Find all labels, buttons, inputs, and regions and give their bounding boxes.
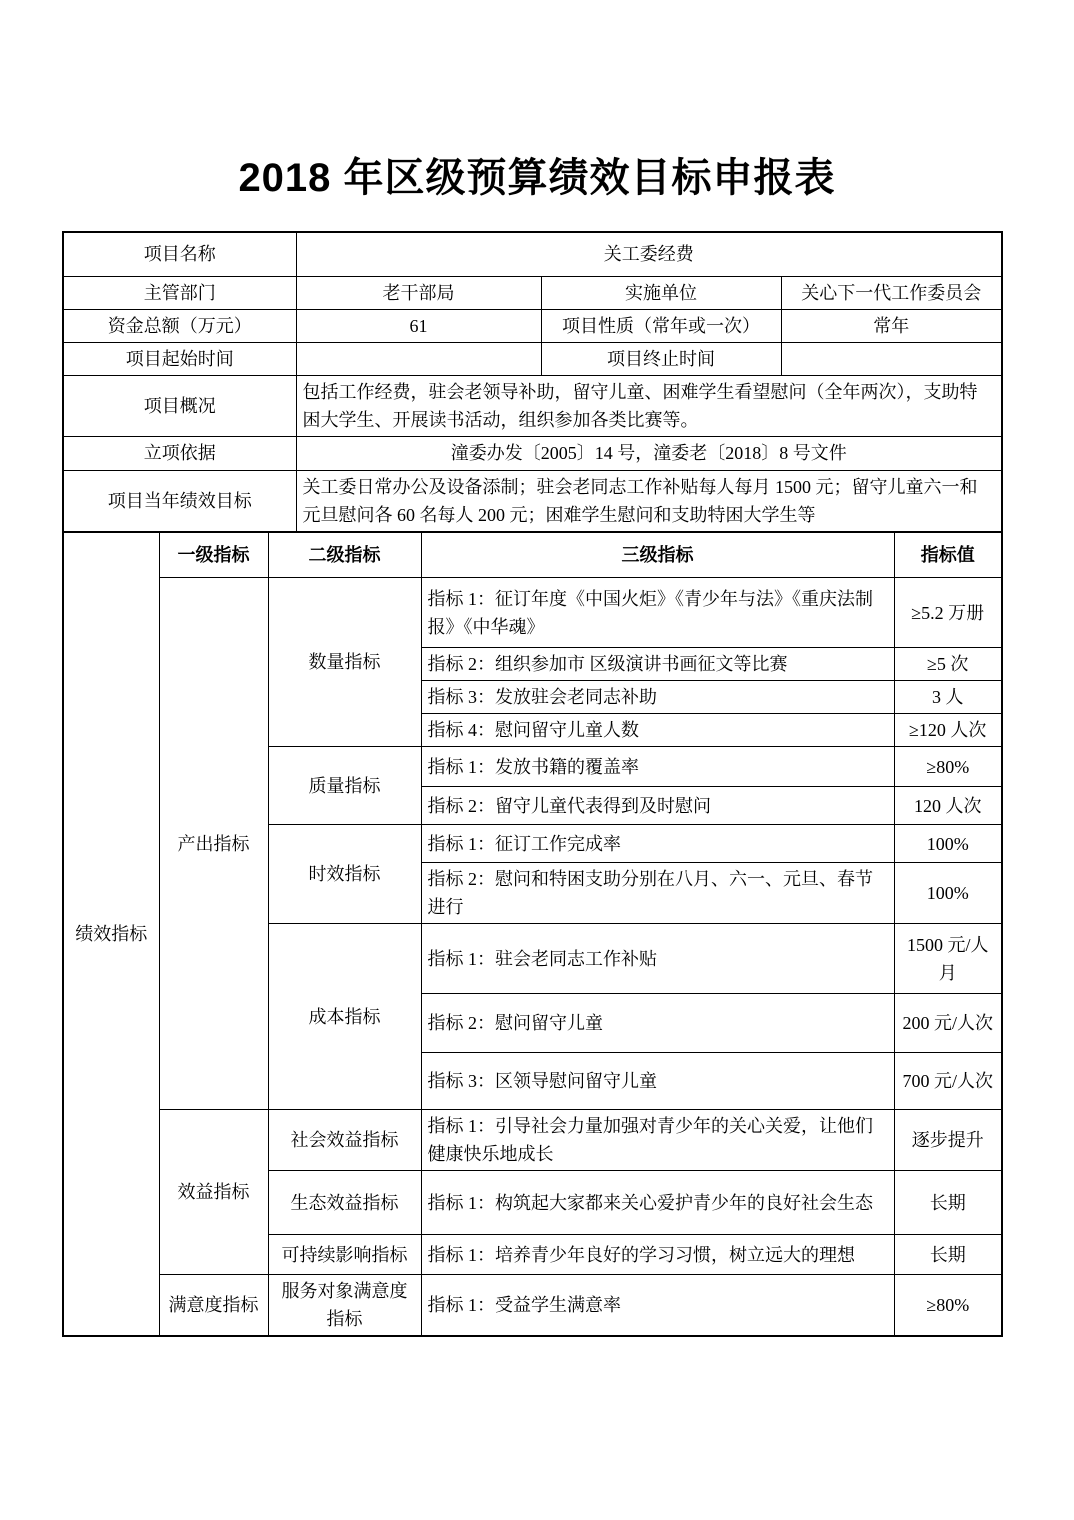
indicator-value: 700 元/人次 <box>894 1053 1002 1110</box>
table-row <box>63 342 1002 375</box>
indicator-value: 长期 <box>894 1171 1002 1235</box>
basis-label: 立项依据 <box>63 436 296 470</box>
indicator-text: 指标 2：慰问和特困支助分别在八月、六一、元旦、春节进行 <box>421 863 894 924</box>
header-level3: 三级指标 <box>421 532 894 578</box>
indicator-text: 指标 2：组织参加市 区级演讲书画征文等比赛 <box>421 648 894 681</box>
table-row <box>63 1275 1002 1337</box>
indicator-value: 100% <box>894 863 1002 924</box>
indicator-text: 指标 3：区领导慰问留守儿童 <box>421 1053 894 1110</box>
indicator-text: 指标 1：征订工作完成率 <box>421 825 894 863</box>
level1-output: 产出指标 <box>159 578 268 1110</box>
header-level2: 二级指标 <box>268 532 421 578</box>
total-fund-value: 61 <box>296 309 541 342</box>
indicators-table <box>62 531 1003 1338</box>
indicator-text: 指标 1：构筑起大家都来关心爱护青少年的良好社会生态 <box>421 1171 894 1235</box>
indicator-text: 指标 1：受益学生满意率 <box>421 1275 894 1337</box>
header-value: 指标值 <box>894 532 1002 578</box>
end-time-value <box>781 342 1002 375</box>
basis-value: 潼委办发〔2005〕14 号，潼委老〔2018〕8 号文件 <box>296 436 1002 470</box>
nature-label: 项目性质（常年或一次） <box>541 309 781 342</box>
indicator-value: ≥5 次 <box>894 648 1002 681</box>
table-row <box>63 532 1002 578</box>
end-time-label: 项目终止时间 <box>541 342 781 375</box>
table-row <box>63 578 1002 648</box>
tables-container <box>62 231 1001 1337</box>
indicator-text: 指标 1：发放书籍的覆盖率 <box>421 747 894 787</box>
indicator-text: 指标 2：留守儿童代表得到及时慰问 <box>421 787 894 825</box>
level1-satisfaction: 满意度指标 <box>159 1275 268 1337</box>
dept-label: 主管部门 <box>63 276 296 309</box>
total-fund-label: 资金总额（万元） <box>63 309 296 342</box>
table-row <box>63 276 1002 309</box>
header-level1: 一级指标 <box>159 532 268 578</box>
table-row <box>63 436 1002 470</box>
level2-cost: 成本指标 <box>268 924 421 1110</box>
table-row <box>63 1110 1002 1171</box>
nature-value: 常年 <box>781 309 1002 342</box>
table-row <box>63 470 1002 532</box>
indicator-value: 200 元/人次 <box>894 994 1002 1053</box>
annual-goal-value: 关工委日常办公及设备添制；驻会老同志工作补贴每人每月 1500 元；留守儿童六一和元旦慰问各 60 名每人 200 元；困难学生慰问和支助特困大学生等 <box>296 470 1002 532</box>
indicator-value: 120 人次 <box>894 787 1002 825</box>
overview-label: 项目概况 <box>63 375 296 436</box>
indicator-text: 指标 3：发放驻会老同志补助 <box>421 681 894 714</box>
indicator-value: 逐步提升 <box>894 1110 1002 1171</box>
level2-sustainable: 可持续影响指标 <box>268 1235 421 1275</box>
indicator-value: ≥5.2 万册 <box>894 578 1002 648</box>
level2-service-satisfaction: 服务对象满意度指标 <box>268 1275 421 1337</box>
dept-value: 老干部局 <box>296 276 541 309</box>
level2-quantity: 数量指标 <box>268 578 421 747</box>
indicator-text: 指标 2：慰问留守儿童 <box>421 994 894 1053</box>
annual-goal-label: 项目当年绩效目标 <box>63 470 296 532</box>
overview-value: 包括工作经费，驻会老领导补助，留守儿童、困难学生看望慰问（全年两次），支助特困大学生、开展读书活动，组织参加各类比赛等。 <box>296 375 1002 436</box>
table-row <box>63 232 1002 276</box>
impl-unit-label: 实施单位 <box>541 276 781 309</box>
table-row <box>63 375 1002 436</box>
indicator-text: 指标 1：引导社会力量加强对青少年的关心关爱，让他们健康快乐地成长 <box>421 1110 894 1171</box>
level2-ecological: 生态效益指标 <box>268 1171 421 1235</box>
indicator-value: 1500 元/人月 <box>894 924 1002 994</box>
indicator-value: 3 人 <box>894 681 1002 714</box>
start-time-value <box>296 342 541 375</box>
indicator-value: 长期 <box>894 1235 1002 1275</box>
indicator-value: ≥80% <box>894 747 1002 787</box>
level1-benefit: 效益指标 <box>159 1110 268 1275</box>
indicators-side-label: 绩效指标 <box>63 532 159 1337</box>
project-name-value: 关工委经费 <box>296 232 1002 276</box>
table-row <box>63 309 1002 342</box>
indicator-value: ≥120 人次 <box>894 714 1002 747</box>
impl-unit-value: 关心下一代工作委员会 <box>781 276 1002 309</box>
level2-timeliness: 时效指标 <box>268 825 421 924</box>
indicator-text: 指标 1：培养青少年良好的学习习惯，树立远大的理想 <box>421 1235 894 1275</box>
project-name-label: 项目名称 <box>63 232 296 276</box>
level2-social: 社会效益指标 <box>268 1110 421 1171</box>
indicator-value: 100% <box>894 825 1002 863</box>
project-info-table <box>62 231 1003 533</box>
indicator-value: ≥80% <box>894 1275 1002 1337</box>
page-title: 2018 年区级预算绩效目标申报表 <box>238 156 836 200</box>
indicator-text: 指标 4：慰问留守儿童人数 <box>421 714 894 747</box>
indicator-text: 指标 1：征订年度《中国火炬》《青少年与法》《重庆法制报》《中华魂》 <box>421 578 894 648</box>
level2-quality: 质量指标 <box>268 747 421 825</box>
start-time-label: 项目起始时间 <box>63 342 296 375</box>
indicator-text: 指标 1：驻会老同志工作补贴 <box>421 924 894 994</box>
